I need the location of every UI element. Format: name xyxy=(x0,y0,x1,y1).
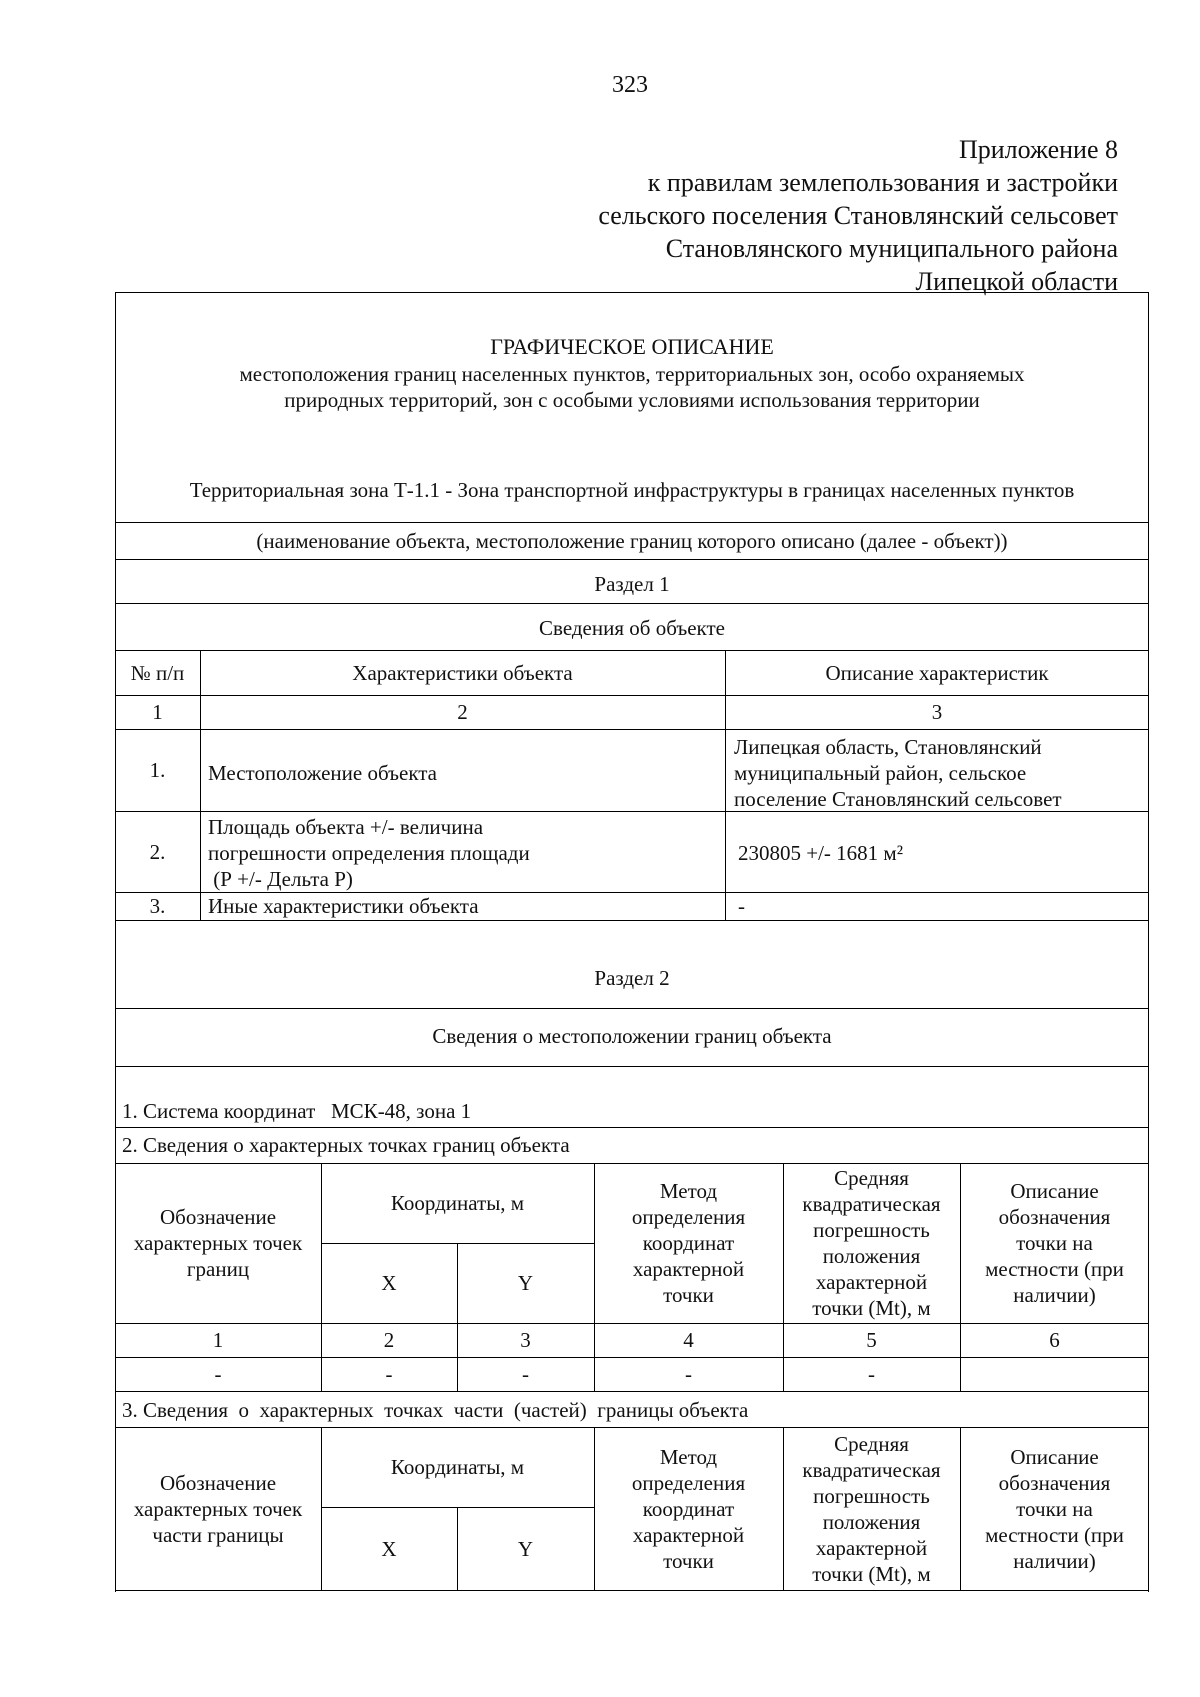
points-heading: 2. Сведения о характерных точках границ объекта xyxy=(122,1133,570,1157)
header-text: погрешность xyxy=(813,1218,930,1242)
header-text: Описание xyxy=(1010,1179,1099,1203)
column-number: 2 xyxy=(383,1328,395,1352)
column-number: 1 xyxy=(212,1328,224,1352)
section2-heading: Сведения о местоположении границ объекта xyxy=(432,1024,832,1048)
object-caption: (наименование объекта, местоположение границ которого описано (далее - объект)) xyxy=(256,529,1008,553)
header-method xyxy=(594,1163,783,1323)
column-header: Описание характеристик xyxy=(825,660,1049,685)
header-text: точки на xyxy=(1016,1496,1093,1521)
table-line xyxy=(115,920,1149,921)
header-text: обозначения xyxy=(998,1470,1111,1495)
row-number: 3. xyxy=(149,894,166,918)
characteristic-text: Площадь объекта +/- величина xyxy=(208,815,484,839)
appendix-line: Приложение 8 xyxy=(958,135,1118,164)
header-accuracy xyxy=(783,1163,960,1323)
zone-name: Территориальная зона Т-1.1 - Зона транспортной инфраструктуры в границах населенных пунктов xyxy=(189,478,1075,502)
header-text: Метод xyxy=(659,1179,718,1203)
characteristic-text: погрешности определения площади xyxy=(208,841,530,865)
header-text: точки (Mt), м xyxy=(812,1561,931,1586)
header-text: точки xyxy=(663,1283,714,1307)
column-header: № п/п xyxy=(130,660,185,685)
table-line xyxy=(115,1590,1149,1591)
header-text: Обозначение xyxy=(159,1470,277,1495)
characteristic-description: - xyxy=(738,894,745,918)
header-y: Y xyxy=(517,1271,534,1295)
header-coordinates: Координаты, м xyxy=(390,1455,525,1479)
header-text: характерных точек xyxy=(133,1496,303,1521)
row-number: 2. xyxy=(149,839,166,864)
row-number: 1. xyxy=(149,758,166,782)
header-description xyxy=(960,1427,1149,1590)
characteristic-text: Местоположение объекта xyxy=(208,761,438,785)
characteristic-text: Иные характеристики объекта xyxy=(208,894,479,918)
header-text: точки на xyxy=(1016,1231,1093,1255)
header-text: Средняя xyxy=(834,1166,909,1190)
header-text: наличии) xyxy=(1013,1283,1096,1307)
coordinate-system: 1. Система координат МСК-48, зона 1 xyxy=(122,1099,472,1123)
table-cell xyxy=(960,1357,1149,1391)
characteristic-description: 230805 +/- 1681 м² xyxy=(738,841,904,865)
header-x: X xyxy=(381,1271,397,1295)
header-text: координат xyxy=(642,1231,735,1255)
appendix-line: Липецкой области xyxy=(915,267,1118,296)
header-designation xyxy=(115,1427,321,1590)
header-text: квадратическая xyxy=(802,1192,941,1216)
document-subtitle: природных территорий, зон с особыми условиями использования территории xyxy=(284,388,980,412)
section1-heading: Сведения об объекте xyxy=(539,616,725,640)
characteristic-description: муниципальный район, сельское xyxy=(734,761,1027,785)
header-text: характерных точек xyxy=(133,1231,303,1255)
header-text: точки xyxy=(663,1548,714,1573)
header-text: характерной xyxy=(632,1257,745,1281)
column-number: 3 xyxy=(931,700,943,724)
characteristic-description: Липецкая область, Становлянский xyxy=(734,735,1042,759)
header-text: точки (Mt), м xyxy=(812,1296,931,1320)
header-text: определения xyxy=(631,1205,746,1229)
divider xyxy=(115,1008,1149,1009)
column-number: 4 xyxy=(683,1328,694,1352)
header-text: наличии) xyxy=(1013,1548,1096,1573)
header-text: Обозначение xyxy=(159,1205,277,1229)
divider xyxy=(115,1066,1149,1067)
header-text: погрешность xyxy=(813,1483,930,1508)
characteristic-description: поселение Становлянский сельсовет xyxy=(734,787,1062,811)
table-line xyxy=(115,1391,1149,1392)
section1-label: Раздел 1 xyxy=(594,572,670,596)
parts-heading: 3. Сведения о характерных точках части (частей) границы объекта xyxy=(122,1398,749,1422)
header-text: положения xyxy=(822,1509,921,1534)
header-text: обозначения xyxy=(998,1205,1111,1229)
table-cell: - xyxy=(385,1362,393,1386)
header-text: Описание xyxy=(1010,1444,1099,1469)
header-text: характерной xyxy=(815,1535,928,1560)
appendix-line: сельского поселения Становлянский сельсовет xyxy=(598,201,1118,230)
section2-label: Раздел 2 xyxy=(594,966,670,990)
header-designation xyxy=(115,1163,321,1323)
table-cell: - xyxy=(868,1362,875,1386)
table-cell: - xyxy=(214,1362,222,1386)
header-text: координат xyxy=(642,1496,735,1521)
divider xyxy=(115,522,1149,523)
characteristic-text: (Р +/- Дельта Р) xyxy=(208,867,353,891)
column-number: 3 xyxy=(520,1328,531,1352)
table-cell: - xyxy=(685,1362,692,1386)
header-text: местности (при xyxy=(985,1522,1124,1547)
header-description xyxy=(960,1163,1149,1323)
column-number: 6 xyxy=(1049,1328,1060,1352)
header-text: положения xyxy=(822,1244,921,1268)
divider xyxy=(115,1127,1149,1128)
divider xyxy=(115,603,1149,604)
appendix-line: к правилам землепользования и застройки xyxy=(647,168,1118,197)
header-text: характерной xyxy=(632,1522,745,1547)
header-text: части границы xyxy=(152,1522,284,1547)
page-number: 323 xyxy=(612,72,648,98)
column-header: Характеристики объекта xyxy=(352,660,573,685)
header-text: Средняя xyxy=(834,1431,909,1456)
column-number: 5 xyxy=(866,1328,877,1352)
appendix-line: Становлянского муниципального района xyxy=(665,234,1118,263)
document-title: ГРАФИЧЕСКОЕ ОПИСАНИЕ xyxy=(490,334,774,359)
header-coordinates: Координаты, м xyxy=(390,1191,525,1215)
column-number: 2 xyxy=(457,700,468,724)
header-method xyxy=(594,1427,783,1590)
column-number: 1 xyxy=(152,700,163,724)
divider xyxy=(115,559,1149,560)
header-text: характерной xyxy=(815,1270,928,1294)
header-text: Метод xyxy=(659,1444,718,1469)
header-text: границ xyxy=(186,1257,250,1281)
header-y: Y xyxy=(517,1536,534,1561)
header-text: определения xyxy=(631,1470,746,1495)
appendix-header xyxy=(598,133,1118,298)
header-text: квадратическая xyxy=(802,1457,941,1482)
header-accuracy xyxy=(783,1427,960,1590)
header-x: X xyxy=(381,1536,397,1561)
header-text: местности (при xyxy=(985,1257,1124,1281)
table-line xyxy=(115,729,1149,730)
table-cell: - xyxy=(522,1362,529,1386)
document-subtitle: местоположения границ населенных пунктов, территориальных зон, особо охраняемых xyxy=(239,362,1025,386)
